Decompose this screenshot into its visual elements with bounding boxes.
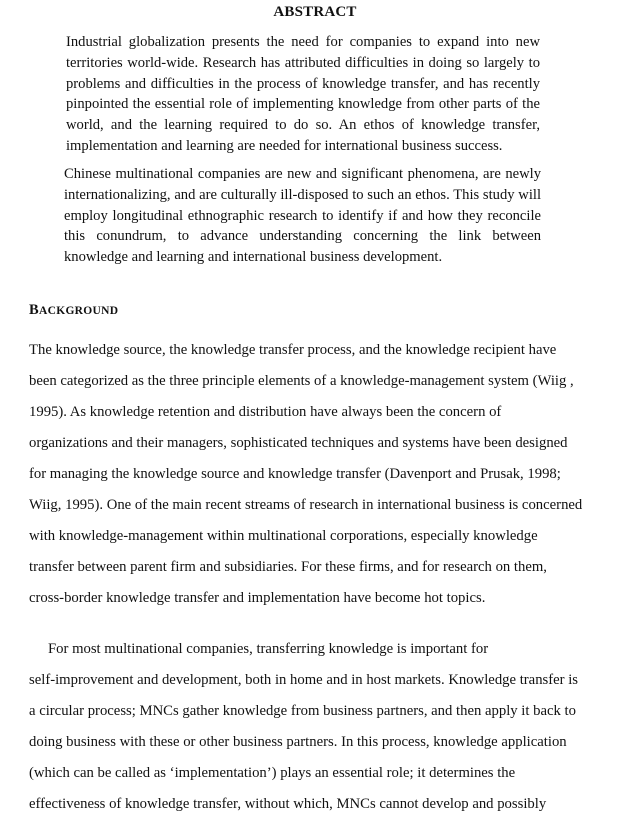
paragraph-line: effectiveness of knowledge transfer, without which, MNCs cannot develop and possibly (29, 796, 547, 812)
abstract-title: ABSTRACT (273, 4, 357, 20)
paragraph-line: self-improvement and development, both in home and in host markets. Knowledge transfer is (29, 672, 579, 688)
background-paragraph-2 (29, 634, 609, 820)
abstract-paragraph-2: Chinese multinational companies are new and significant phenomena, are newly internationalizing, and are culturally ill-disposed to such an ethos. This study will employ longitudinal ethnographic research to identify if and how they reconcile this conundrum, to advance understanding concerning the link between knowledge and learning and international business development. (64, 166, 541, 266)
paragraph-line: with knowledge-management within multinational corporations, especially knowledge (29, 528, 538, 544)
paragraph-line: 1995). As knowledge retention and distribution have always been the concern of (29, 404, 502, 420)
paragraph-line: Wiig, 1995). One of the main recent streams of research in international business is concerned (29, 497, 583, 513)
abstract-paragraph-1: Industrial globalization presents the need for companies to expand into new territories world-wide. Research has attributed difficulties in doing so largely to problems and difficulties in the process of knowledge transfer, and has recently pinpointed the essential role of implementing knowledge from other parts of the world, and the learning required to do so. An ethos of knowledge transfer, implementation and learning are needed for international business success. (66, 34, 540, 154)
paragraph-line: The knowledge source, the knowledge transfer process, and the knowledge recipient have (29, 342, 557, 358)
paragraph-line: transfer between parent firm and subsidiaries. For these firms, and for research on them, (29, 559, 547, 575)
paragraph-line: organizations and their managers, sophisticated techniques and systems have been designed (29, 435, 568, 451)
background-paragraph-1 (29, 335, 609, 614)
heading-rest: ACKGROUND (38, 305, 119, 317)
paragraph-line: for managing the knowledge source and knowledge transfer (Davenport and Prusak, 1998; (29, 466, 561, 482)
paragraph-line: been categorized as the three principle elements of a knowledge-management system (Wiig , (29, 373, 574, 389)
heading-initial: B (29, 302, 39, 318)
background-heading (29, 302, 118, 319)
paragraph-line: cross-border knowledge transfer and implementation have become hot topics. (29, 590, 486, 606)
paragraph-line: (which can be called as ‘implementation’) plays an essential role; it determines the (29, 765, 516, 781)
paragraph-line: doing business with these or other business partners. In this process, knowledge application (29, 734, 567, 750)
paragraph-line: For most multinational companies, transferring knowledge is important for (48, 641, 489, 657)
paragraph-line: a circular process; MNCs gather knowledge from business partners, and then apply it back to (29, 703, 576, 719)
